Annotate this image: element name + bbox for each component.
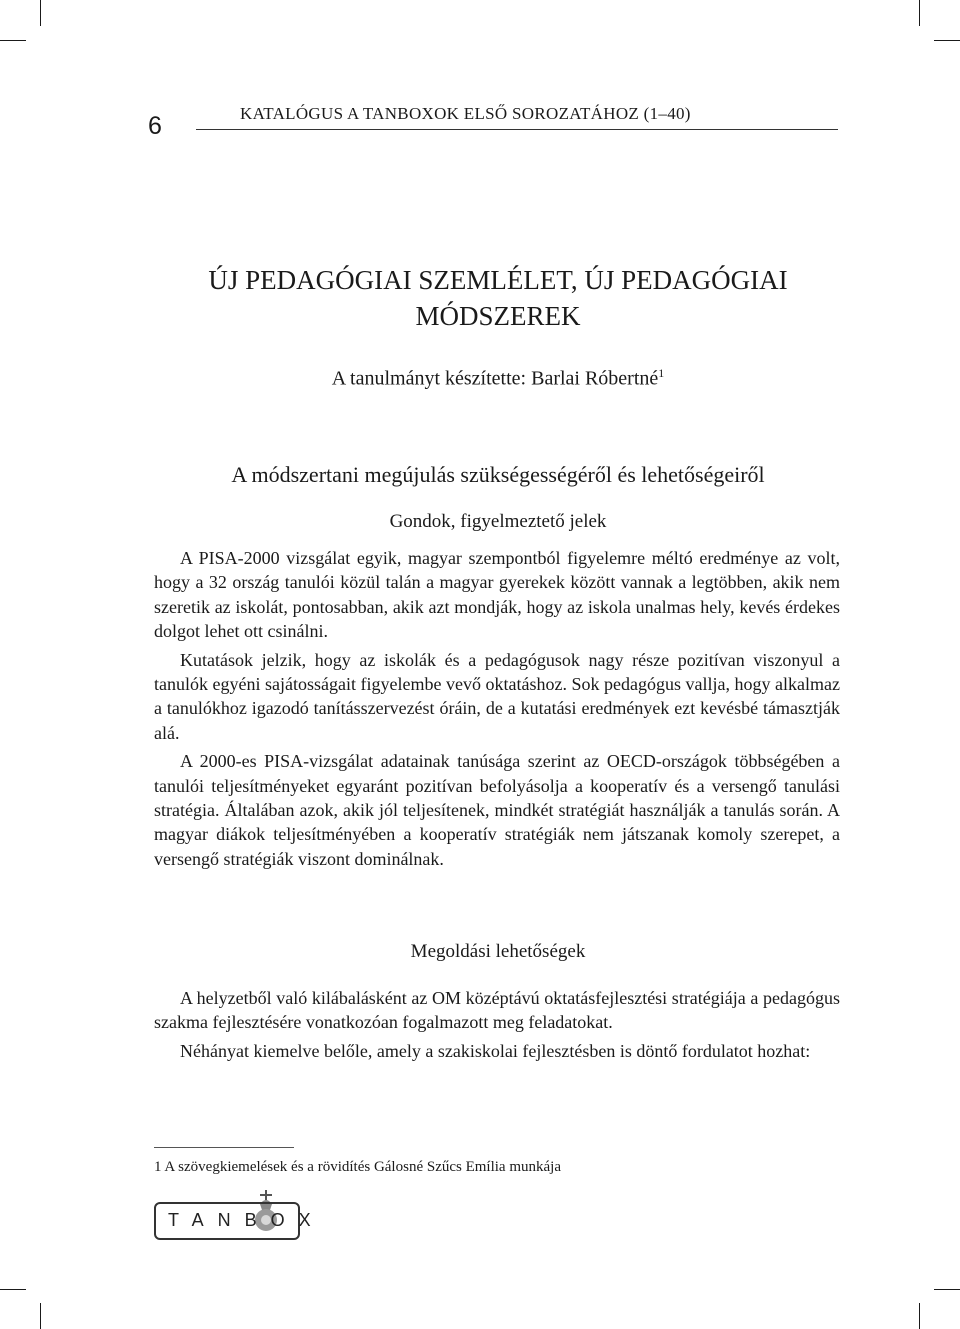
- crop-mark: [934, 1289, 960, 1290]
- crop-mark: [919, 0, 920, 26]
- footnote: 1 A szövegkiemelések és a rövidítés Gálosné Szűcs Emília munkája: [154, 1159, 561, 1175]
- byline: [150, 366, 846, 391]
- crop-mark: [0, 1289, 26, 1290]
- byline-text: A tanulmányt készítette: Barlai Róbertné: [331, 367, 659, 390]
- title-line: MÓDSZEREK: [415, 301, 581, 331]
- paragraph: A PISA-2000 vizsgálat egyik, magyar szempontból figyelemre méltó eredménye az volt, hogy a 32 ország tanulói közül talán a magyar gyerekek között vannak a legtöbben, akik nem szeretik az iskolát, pontosabban, akik azt mondják, hogy az iskola unalmas hely, kevés érdekes dolgot lehet ott csinálni.: [154, 548, 840, 642]
- subsection-heading: Gondok, figyelmeztető jelek: [389, 511, 607, 532]
- section-heading: A módszertani megújulás szükségességéről és lehetőségeiről: [231, 462, 765, 487]
- header-rule: [196, 129, 838, 130]
- logo-text: TANBOX: [168, 1210, 325, 1230]
- paragraph: Kutatások jelzik, hogy az iskolák és a pedagógusok nagy része pozitívan viszonyul a tanulók egyéni sajátosságait figyelembe vevő oktatáshoz. Sok pedagógus vallja, hogy alkalmaz a tanulókhoz igazodó tanításszervezést óráin, de a kutatási eredmények ezt kevésbé támasztják alá.: [154, 649, 840, 743]
- tanbox-logo: [154, 1190, 325, 1242]
- subsection-heading: Megoldási lehetőségek: [410, 941, 586, 962]
- paragraph: A helyzetből való kilábalásként az OM középtávú oktatásfejlesztési stratégiája a pedagógus szakma fejlesztésére vonatkozóan fogalmazott meg feladatokat.: [154, 988, 840, 1033]
- page-title: [150, 262, 846, 334]
- running-title: KATALÓGUS A TANBOXOK ELSŐ SOROZATÁHOZ (1–40): [240, 104, 691, 123]
- crop-mark: [919, 1303, 920, 1329]
- crop-mark: [934, 40, 960, 41]
- footnote-marker: 1: [658, 366, 665, 380]
- crop-mark: [0, 40, 26, 41]
- paragraph: A 2000-es PISA-vizsgálat adatainak tanúsága szerint az OECD-országok többségében a tanulói teljesítményeket egyaránt pozitívan befolyásolja a kooperatív és a versengő tanulási stratégia. Általában azok, akik jól teljesítenek, mindkét stratégiát használják a tanulás során. A magyar diákok teljesítményében a kooperatív stratégiák nem játszanak komoly szerepet, a versengő stratégiák viszont dominálnak.: [154, 751, 840, 869]
- title-line: ÚJ PEDAGÓGIAI SZEMLÉLET, ÚJ PEDAGÓGIAI: [208, 265, 788, 295]
- crop-mark: [40, 1303, 41, 1329]
- footnote-rule: [154, 1147, 294, 1148]
- paragraph: Néhányat kiemelve belőle, amely a szakiskolai fejlesztésben is döntő fordulatot hozhat:: [180, 1040, 811, 1061]
- body-text-block: [154, 986, 840, 1063]
- page-number: 6: [148, 112, 162, 140]
- body-text-block: [154, 546, 840, 871]
- crop-mark: [40, 0, 41, 26]
